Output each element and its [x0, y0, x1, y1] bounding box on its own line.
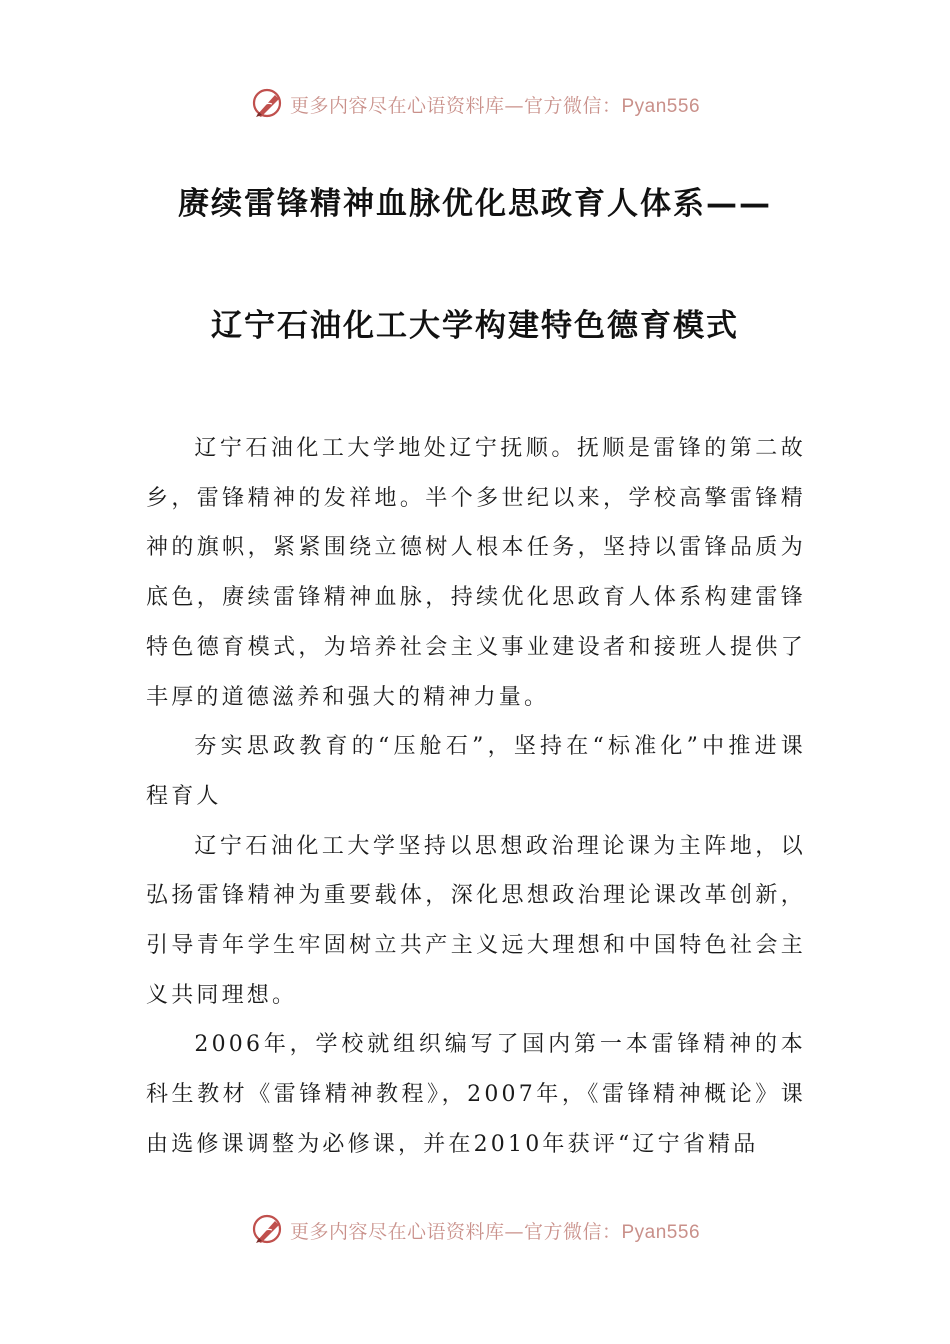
footer-wechat-id: Pyan556: [621, 1221, 701, 1243]
footer-banner-text: 更多内容尽在心语资料库—官方微信：Pyan556: [289, 1220, 701, 1243]
document-title-line-2: 辽宁石油化工大学构建特色德育模式: [211, 308, 739, 344]
pen-logo-icon: [250, 1212, 286, 1248]
paragraph-heading-1: 夯实思政教育的“压舱石”，坚持在“标准化”中推进课程育人: [146, 734, 806, 809]
header-wechat-id: Pyan556: [621, 95, 701, 117]
footer-banner: [0, 1210, 950, 1250]
header-banner: [0, 84, 950, 124]
pen-logo-icon: [250, 86, 286, 122]
document-title-line-1: 赓续雷锋精神血脉优化思政育人体系——: [178, 186, 772, 222]
paragraph-intro: 辽宁石油化工大学地处辽宁抚顺。抚顺是雷锋的第二故乡，雷锋精神的发祥地。半个多世纪以来，学校高擎雷锋精神的旗帜，紧紧围绕立德树人根本任务，坚持以雷锋品质为底色，赓续雷锋精神血脉，持续优化思政育人体系构建雷锋特色德育模式，为培养社会主义事业建设者和接班人提供了丰厚的道德滋养和强大的精神力量。: [146, 436, 806, 710]
document-body: [146, 424, 806, 1170]
header-banner-text: 更多内容尽在心语资料库—官方微信：Pyan556: [289, 94, 701, 117]
paragraph-theory-course: 辽宁石油化工大学坚持以思想政治理论课为主阵地，以弘扬雷锋精神为重要载体，深化思想政治理论课改革创新，引导青年学生牢固树立共产主义远大理想和中国特色社会主义共同理想。: [146, 833, 806, 1008]
paragraph-textbook: 2006年，学校就组织编写了国内第一本雷锋精神的本科生教材《雷锋精神教程》，2007年，《雷锋精神概论》课由选修课调整为必修课，并在2010年获评“辽宁省精品: [146, 1032, 806, 1157]
